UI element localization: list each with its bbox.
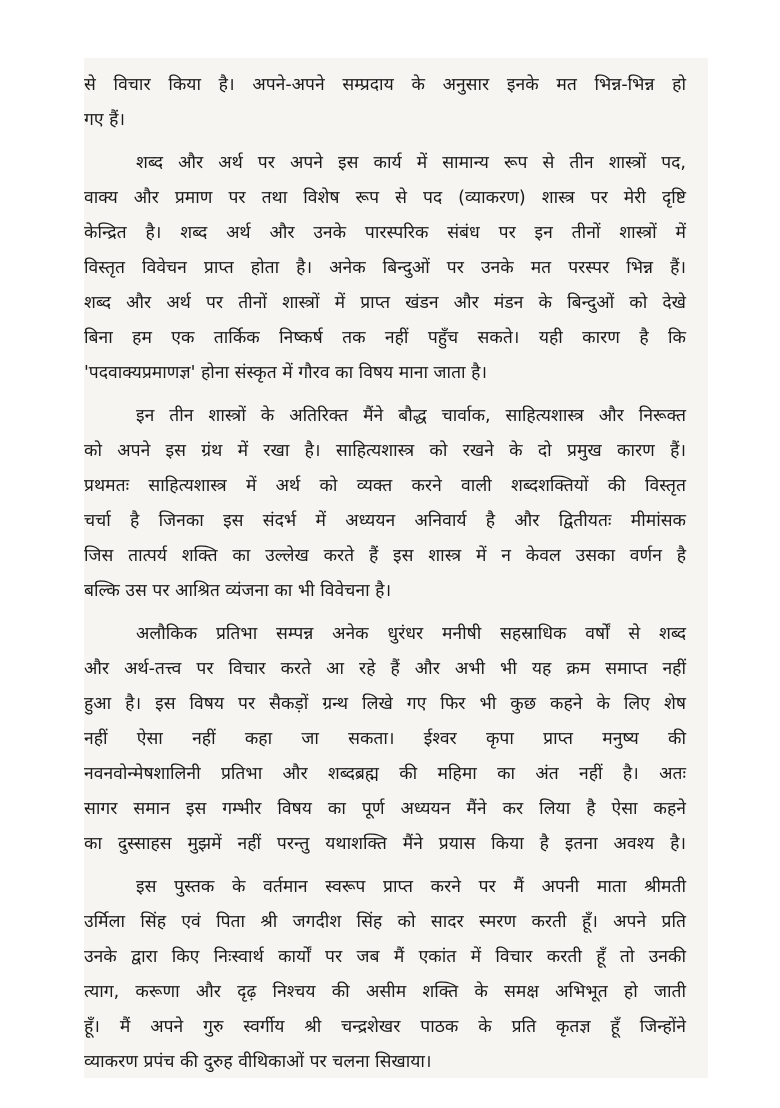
text-line: से विचार किया है। अपने-अपने सम्प्रदाय के अनुसार इनके मत भिन्न-भिन्न हो xyxy=(84,75,686,95)
text-line: व्याकरण प्रपंच की दुरुह वीथिकाओं पर चलना सिखाया। xyxy=(84,1052,432,1072)
text-line: शब्द और अर्थ पर अपने इस कार्य में सामान्य रूप से तीन शास्त्रों पद, xyxy=(136,153,686,173)
text-line: नहीं ऐसा नहीं कहा जा सकता। ईश्वर कृपा प्राप्त मनुष्य की xyxy=(84,729,686,749)
text-line: गए हैं। xyxy=(84,110,126,130)
text-line: नवनवोन्मेषशालिनी प्रतिभा और शब्दब्रह्म की महिमा का अंत नहीं है। अतः xyxy=(84,764,686,784)
text-line: इस पुस्तक के वर्तमान स्वरूप प्राप्त करने पर मैं अपनी माता श्रीमती xyxy=(136,877,686,897)
text-line: 'पदवाक्यप्रमाणज्ञ' होना संस्कृत में गौरव का विषय माना जाता है। xyxy=(84,363,488,383)
text-line: सागर समान इस गम्भीर विषय का पूर्ण अध्ययन मैंने कर लिया है ऐसा कहने xyxy=(84,799,686,819)
text-line: त्याग, करूणा और दृढ़ निश्चय की असीम शक्ति के समक्ष अभिभूत हो जाती xyxy=(84,982,686,1002)
text-line: इन तीन शास्त्रों के अतिरिक्त मैंने बौद्ध चार्वाक, साहित्यशास्त्र और निरूक्त xyxy=(136,406,686,426)
text-line: प्रथमतः साहित्यशास्त्र में अर्थ को व्यक्त करने वाली शब्दशक्तियों की विस्तृत xyxy=(84,476,686,496)
text-line: हूँ। मैं अपने गुरु स्वर्गीय श्री चन्द्रशेखर पाठक के प्रति कृतज्ञ हूँ जिन्होंने xyxy=(84,1017,686,1037)
text-line: बिना हम एक तार्किक निष्कर्ष तक नहीं पहुँच सकते। यही कारण है कि xyxy=(84,328,686,348)
text-line: और अर्थ-तत्त्व पर विचार करते आ रहे हैं और अभी भी यह क्रम समाप्त नहीं xyxy=(84,659,686,679)
text-line: विस्तृत विवेचन प्राप्त होता है। अनेक बिन्दुओं पर उनके मत परस्पर भिन्न हैं। xyxy=(84,258,686,278)
text-line: अलौकिक प्रतिभा सम्पन्न अनेक धुरंधर मनीषी सहस्राधिक वर्षों से शब्द xyxy=(136,624,686,644)
text-line: केन्द्रित है। शब्द अर्थ और उनके पारस्परिक संबंध पर इन तीनों शास्त्रों में xyxy=(84,223,686,243)
text-line: वाक्य और प्रमाण पर तथा विशेष रूप से पद (व्याकरण) शास्त्र पर मेरी दृष्टि xyxy=(84,188,686,208)
text-line: उर्मिला सिंह एवं पिता श्री जगदीश सिंह को सादर स्मरण करती हूँ। अपने प्रति xyxy=(84,912,686,932)
text-line: हुआ है। इस विषय पर सैकड़ों ग्रन्थ लिखे गए फिर भी कुछ कहने के लिए शेष xyxy=(84,694,686,714)
text-line: बल्कि उस पर आश्रित व्यंजना का भी विवेचना है। xyxy=(84,581,392,601)
text-line: शब्द और अर्थ पर तीनों शास्त्रों में प्राप्त खंडन और मंडन के बिन्दुओं को देखे xyxy=(84,293,686,313)
text-line: का दुस्साहस मुझमें नहीं परन्तु यथाशक्ति मैंने प्रयास किया है इतना अवश्य है। xyxy=(84,834,686,854)
text-line: चर्चा है जिनका इस संदर्भ में अध्ययन अनिवार्य है और द्वितीयतः मीमांसक xyxy=(84,511,686,531)
text-line: उनके द्वारा किए निःस्वार्थ कार्यों पर जब मैं एकांत में विचार करती हूँ तो उनकी xyxy=(84,947,686,967)
text-line: को अपने इस ग्रंथ में रखा है। साहित्यशास्त्र को रखने के दो प्रमुख कारण हैं। xyxy=(84,441,686,461)
book-page xyxy=(84,58,708,1078)
text-line: जिस तात्पर्य शक्ति का उल्लेख करते हैं इस शास्त्र में न केवल उसका वर्णन है xyxy=(84,546,686,566)
